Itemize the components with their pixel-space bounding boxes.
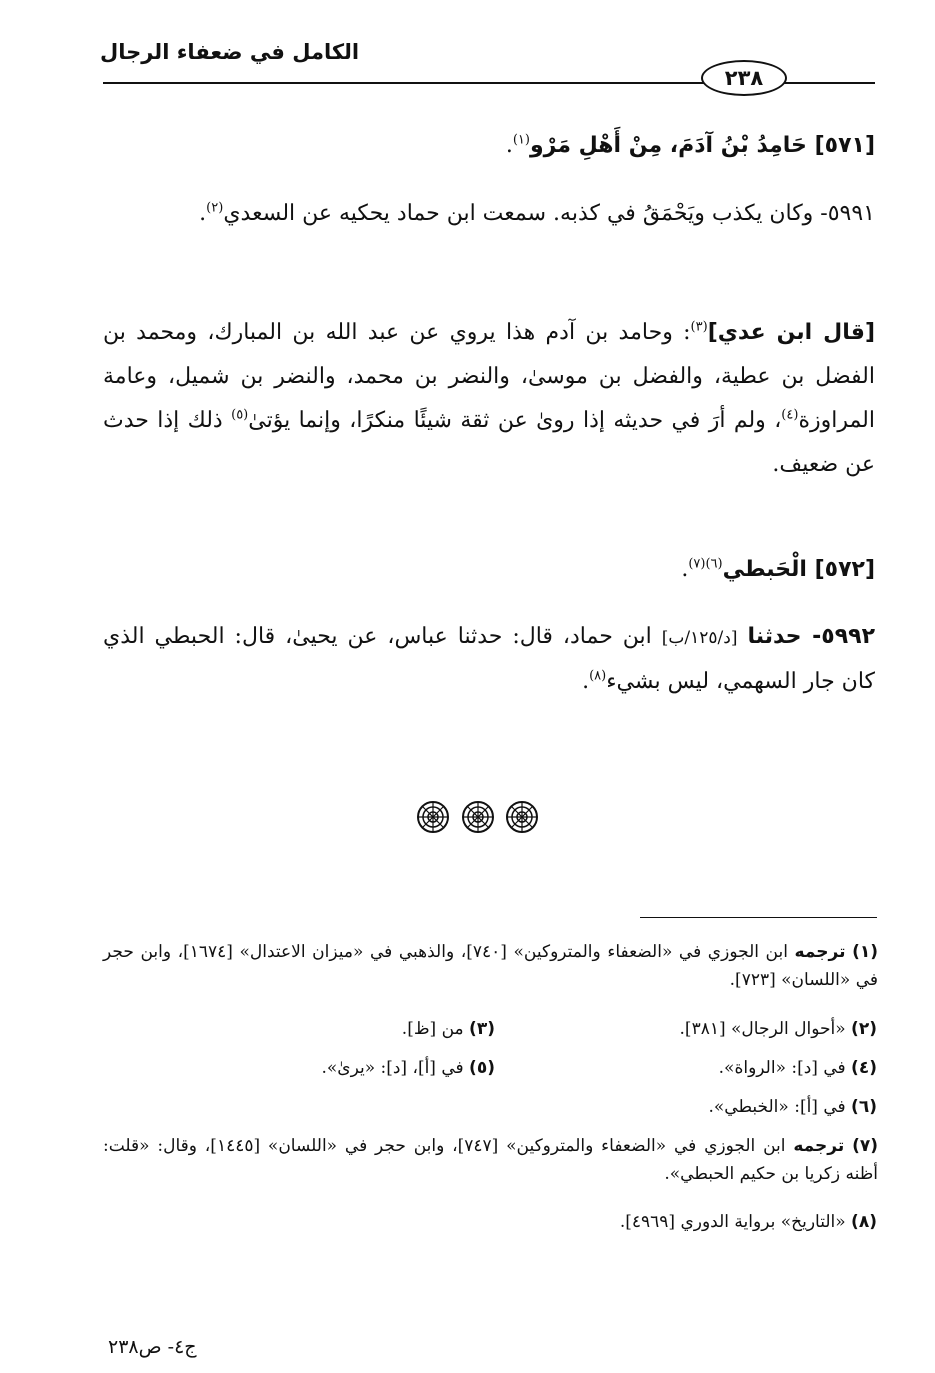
paragraph-text: ذلك إذا حدث عن ضعيف. <box>103 408 875 477</box>
page-number-oval <box>701 60 787 96</box>
volume-page-ref: ج٤- ص٢٣٨ <box>108 1336 197 1358</box>
ornament-icon <box>415 799 451 835</box>
footnote-ref: (٢) <box>206 200 224 216</box>
footnote-7: (٧) ترجمه ابن الجوزي في «الضعفاء والمتروكين» [٧٤٧]، وابن حجر في «اللسان» [١٤٤٥]، وقال: «قلت: أظنه زكريا بن حكيم الحبطي». <box>103 1136 879 1184</box>
entry-heading-text: [٥٧١] حَامِدُ بْنُ آدَمَ، مِنْ أَهْلِ مَرْو <box>529 133 875 158</box>
ornament-icon <box>460 799 496 835</box>
footnote-6: (٦) في [أ]: «الخبطي». <box>708 1097 877 1117</box>
footnote-5: (٥) في [أ]، [د]: «يرىٰ». <box>321 1058 495 1078</box>
paragraph-text: ، ولم أرَ في حديثه إذا روىٰ عن ثقة شيئًا منكرًا، وإنما يؤتىٰ <box>248 408 782 433</box>
paragraph-5991: ٥٩٩١- وكان يكذب ويَحْمَقُ في كذبه. سمعت ابن حماد يحكيه عن السعدي$^{(٢)}$. <box>199 200 875 226</box>
running-header-title: الكامل في ضعفاء الرجال <box>100 40 360 64</box>
footnote-ref: (١) <box>512 132 530 148</box>
footnote-rule <box>640 917 877 918</box>
paragraph-text: ٥٩٩١- وكان يكذب ويَحْمَقُ في كذبه. سمعت ابن حماد يحكيه عن السعدي <box>223 201 875 226</box>
paragraph-text: ابن حماد، قال: حدثنا عباس، عن يحيىٰ، قال: الحبطي الذي كان جار السهمي، ليس بشيء <box>103 624 875 694</box>
footnote-4: (٤) في [د]: «الرواة». <box>718 1058 877 1078</box>
footnote-ref: (٨) <box>589 668 607 684</box>
ibn-adi-paragraph <box>103 311 875 487</box>
entry-heading-text: [٥٧٢] الْحَبطي <box>722 557 875 582</box>
ibn-adi-label: [قال ابن عدي] <box>707 320 875 345</box>
ornament-icon <box>504 799 540 835</box>
footnote-ref: (٦)(٧) <box>688 556 723 572</box>
footnote-ref: (٤) <box>781 407 799 423</box>
manuscript-ref: [د/١٢٥/ب] <box>661 628 738 648</box>
footnote-3: (٣) من [ظ]. <box>401 1019 495 1039</box>
footnote-8: (٨) «التاريخ» برواية الدوري [٤٩٦٩]. <box>619 1212 877 1232</box>
footnote-2: (٢) «أحوال الرجال» [٣٨١]. <box>679 1019 877 1039</box>
entry-571-heading: [٥٧١] حَامِدُ بْنُ آدَمَ، مِنْ أَهْلِ مَرْو$^{(١)}$. <box>505 132 875 158</box>
paragraph-text: : وحامد بن آدم هذا يروي عن عبد الله بن المبارك، ومحمد بن الفضل بن عطية، والفضل بن موسىٰ، والنضر بن محمد، والنضر بن شميل، وعامة المراوزة <box>103 320 875 433</box>
hadith-number: ٥٩٩٢- حدثنا <box>747 624 876 649</box>
section-ornaments <box>415 797 540 837</box>
paragraph-5992: ٥٩٩٢- حدثنا [د/١٢٥/ب] ابن حماد، قال: حدثنا عباس، عن يحيىٰ، قال: الحبطي الذي كان جار السهمي، ليس بشيء$^{(٨)}$. <box>103 624 876 694</box>
footnote-1: (١) ترجمه ابن الجوزي في «الضعفاء والمتروكين» [٧٤٠]، والذهبي في «ميزان الاعتدال» [١٦٧٤]، وابن حجر في «اللسان» [٧٢٣]. <box>103 942 879 990</box>
entry-572-heading: [٥٧٢] الْحَبطي$^{(٦)(٧)}$. <box>681 556 875 582</box>
footnote-ref: (٥) <box>231 407 249 423</box>
footnote-ref: (٣) <box>690 319 708 335</box>
page-number: ٢٣٨ <box>724 66 764 90</box>
